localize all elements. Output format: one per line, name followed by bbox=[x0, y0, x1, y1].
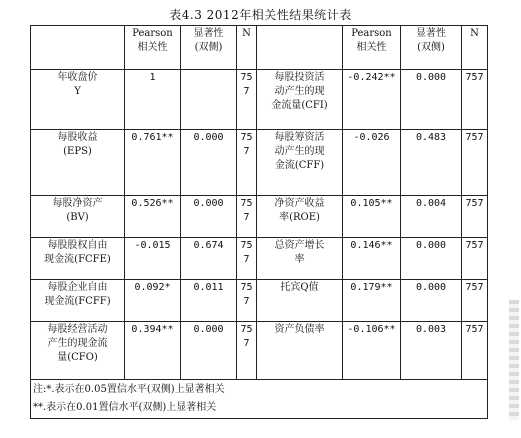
notes-cell bbox=[31, 380, 488, 419]
n-cell: 757 bbox=[237, 238, 257, 280]
variable-label-line: (EPS) bbox=[63, 146, 92, 157]
variable-label-line: Y bbox=[74, 86, 81, 97]
n-cell: 757 bbox=[462, 322, 488, 380]
header-pearson-right bbox=[343, 26, 401, 70]
left-variable-cell bbox=[31, 280, 125, 322]
table-row bbox=[31, 130, 488, 196]
significance-cell bbox=[181, 70, 237, 130]
left-variable-cell bbox=[31, 70, 125, 130]
header-blank-left bbox=[31, 26, 125, 70]
header-n-left: N bbox=[237, 26, 257, 70]
table-row bbox=[31, 238, 488, 280]
header-blank-right bbox=[257, 26, 343, 70]
header-pearson-sub: 相关性 bbox=[137, 42, 168, 53]
table-row bbox=[31, 322, 488, 380]
variable-label-line: 年收盘价 bbox=[57, 72, 98, 83]
pearson-cell: 0.761** bbox=[125, 130, 181, 196]
pearson-cell: 0.105** bbox=[343, 196, 401, 238]
n-cell: 757 bbox=[462, 280, 488, 322]
variable-label-line: 托宾Q值 bbox=[280, 282, 319, 293]
right-variable-cell bbox=[257, 130, 343, 196]
significance-cell: 0.674 bbox=[181, 238, 237, 280]
variable-label-line: 每股收益 bbox=[57, 132, 98, 143]
notes-row bbox=[31, 380, 488, 419]
significance-cell: 0.000 bbox=[181, 130, 237, 196]
header-sig-label: 显著性 bbox=[193, 28, 224, 39]
variable-label-line: 率(ROE) bbox=[279, 212, 320, 223]
header-n-right: N bbox=[462, 26, 488, 70]
variable-label-line: 每股股权自由 bbox=[47, 240, 108, 251]
header-pearson-label: Pearson bbox=[351, 28, 392, 39]
note-significance-05: 注:*.表示在0.05置信水平(双侧)上显著相关 bbox=[33, 384, 225, 395]
left-variable-cell bbox=[31, 130, 125, 196]
right-variable-cell bbox=[257, 238, 343, 280]
table-row bbox=[31, 70, 488, 130]
n-cell: 757 bbox=[462, 70, 488, 130]
variable-label-line: 净资产收益 bbox=[274, 198, 325, 209]
variable-label-line: 现金流(FCFF) bbox=[44, 296, 111, 307]
header-row bbox=[31, 26, 488, 70]
pearson-cell: 0.526** bbox=[125, 196, 181, 238]
n-cell: 757 bbox=[462, 130, 488, 196]
table-row bbox=[31, 280, 488, 322]
significance-cell: 0.483 bbox=[401, 130, 462, 196]
pearson-cell: -0.026 bbox=[343, 130, 401, 196]
variable-label-line: 每股投资活 bbox=[274, 72, 325, 83]
significance-cell: 0.004 bbox=[401, 196, 462, 238]
table-row bbox=[31, 196, 488, 238]
variable-label-line: 金流(CFF) bbox=[274, 160, 325, 171]
pearson-cell: 0.146** bbox=[343, 238, 401, 280]
variable-label-line: 率 bbox=[294, 254, 305, 265]
variable-label-line: 动产生的现 bbox=[274, 86, 325, 97]
table-caption: 表4.3 2012年相关性结果统计表 bbox=[169, 8, 352, 22]
variable-label-line: 每股企业自由 bbox=[47, 282, 108, 293]
significance-cell: 0.000 bbox=[181, 196, 237, 238]
variable-label-line: 总资产增长 bbox=[274, 240, 325, 251]
significance-cell: 0.000 bbox=[401, 70, 462, 130]
n-cell: 757 bbox=[237, 70, 257, 130]
pearson-cell: -0.242** bbox=[343, 70, 401, 130]
n-cell: 757 bbox=[237, 322, 257, 380]
significance-cell: 0.000 bbox=[401, 280, 462, 322]
left-variable-cell bbox=[31, 196, 125, 238]
n-cell: 757 bbox=[237, 280, 257, 322]
pearson-cell: -0.015 bbox=[125, 238, 181, 280]
pearson-cell: 1 bbox=[125, 70, 181, 130]
significance-cell: 0.000 bbox=[401, 238, 462, 280]
variable-label-line: 每股筹资活 bbox=[274, 132, 325, 143]
right-variable-cell bbox=[257, 322, 343, 380]
correlation-table bbox=[30, 25, 488, 419]
significance-cell: 0.000 bbox=[181, 322, 237, 380]
header-sig-label: 显著性 bbox=[416, 28, 446, 39]
left-variable-cell bbox=[31, 238, 125, 280]
variable-label-line: 动产生的现 bbox=[274, 146, 325, 157]
pearson-cell: 0.394** bbox=[125, 322, 181, 380]
pearson-cell: -0.106** bbox=[343, 322, 401, 380]
variable-label-line: 每股经营活动 bbox=[47, 324, 108, 335]
note-significance-01: **.表示在0.01置信水平(双侧)上显著相关 bbox=[33, 402, 217, 413]
right-variable-cell bbox=[257, 196, 343, 238]
variable-label-line: 现金流(FCFE) bbox=[44, 254, 111, 265]
variable-label-line: 量(CFO) bbox=[57, 352, 98, 363]
significance-cell: 0.003 bbox=[401, 322, 462, 380]
pearson-cell: 0.092* bbox=[125, 280, 181, 322]
header-pearson-label: Pearson bbox=[132, 28, 173, 39]
page-edge-shadow bbox=[509, 300, 519, 420]
header-sig-sub: (双侧) bbox=[194, 42, 223, 53]
significance-cell: 0.011 bbox=[181, 280, 237, 322]
header-pearson-left bbox=[125, 26, 181, 70]
right-variable-cell bbox=[257, 70, 343, 130]
variable-label-line: 资产负债率 bbox=[274, 324, 325, 335]
n-cell: 757 bbox=[237, 130, 257, 196]
header-pearson-sub: 相关性 bbox=[356, 42, 387, 53]
n-cell: 757 bbox=[237, 196, 257, 238]
header-sig-sub: (双侧) bbox=[417, 42, 445, 53]
right-variable-cell bbox=[257, 280, 343, 322]
n-cell: 757 bbox=[462, 238, 488, 280]
header-sig-left bbox=[181, 26, 237, 70]
n-cell: 757 bbox=[462, 196, 488, 238]
header-sig-right bbox=[401, 26, 462, 70]
variable-label-line: 金流量(CFI) bbox=[271, 100, 328, 111]
variable-label-line: 每股净资产 bbox=[52, 198, 103, 209]
variable-label-line: 产生的现金流 bbox=[47, 338, 108, 349]
variable-label-line: (BV) bbox=[66, 212, 89, 223]
left-variable-cell bbox=[31, 322, 125, 380]
pearson-cell: 0.179** bbox=[343, 280, 401, 322]
